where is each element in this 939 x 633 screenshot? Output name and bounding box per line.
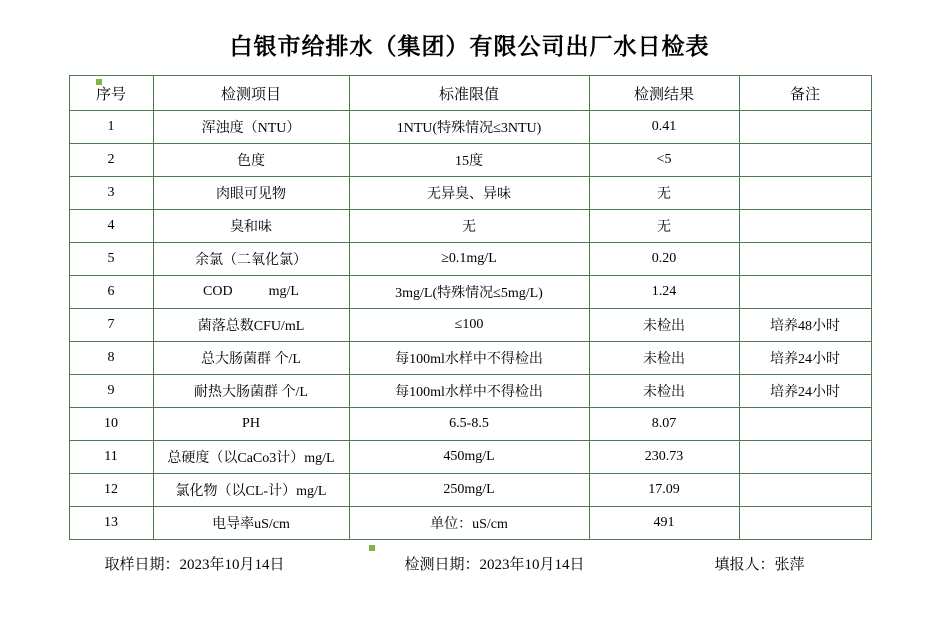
cell-result: 未检出 bbox=[589, 375, 739, 408]
cell-no: 9 bbox=[69, 375, 153, 408]
table-header-row bbox=[69, 76, 871, 111]
cell-limit: 每100ml水样中不得检出 bbox=[349, 375, 589, 408]
table-row bbox=[69, 144, 871, 177]
cell-no: 12 bbox=[69, 474, 153, 507]
cell-result: 无 bbox=[589, 210, 739, 243]
green-marker-bottom bbox=[369, 545, 375, 551]
cell-result: <5 bbox=[589, 144, 739, 177]
cell-limit: 6.5-8.5 bbox=[349, 408, 589, 441]
page-title: 白银市给排水（集团）有限公司出厂水日检表 bbox=[229, 34, 710, 59]
column-header-no: 序号 bbox=[69, 76, 153, 111]
cell-no: 4 bbox=[69, 210, 153, 243]
cell-item: 浑浊度（NTU） bbox=[153, 111, 349, 144]
cell-limit: 15度 bbox=[349, 144, 589, 177]
cell-limit: 无 bbox=[349, 210, 589, 243]
cell-remark bbox=[739, 111, 871, 144]
table-row bbox=[69, 342, 871, 375]
reporter-name: 填报人：张萍 bbox=[714, 557, 805, 573]
cell-remark bbox=[739, 276, 871, 309]
cell-no: 11 bbox=[69, 441, 153, 474]
cell-item: 色度 bbox=[153, 144, 349, 177]
cell-result: 未检出 bbox=[589, 309, 739, 342]
cell-remark bbox=[739, 408, 871, 441]
table-row bbox=[69, 177, 871, 210]
cell-item: 耐热大肠菌群 个/L bbox=[153, 375, 349, 408]
cell-item: 臭和味 bbox=[153, 210, 349, 243]
table-row bbox=[69, 408, 871, 441]
cell-item: 余氯（二氧化氯） bbox=[153, 243, 349, 276]
column-header-remark: 备注 bbox=[739, 76, 871, 111]
cell-no: 13 bbox=[69, 507, 153, 540]
table-row bbox=[69, 507, 871, 540]
cell-result: 未检出 bbox=[589, 342, 739, 375]
cell-no: 10 bbox=[69, 408, 153, 441]
cell-result: 无 bbox=[589, 177, 739, 210]
table-row bbox=[69, 309, 871, 342]
report-table-wrapper bbox=[69, 75, 871, 540]
column-header-result: 检测结果 bbox=[589, 76, 739, 111]
cell-remark: 培养24小时 bbox=[739, 375, 871, 408]
cell-result: 0.41 bbox=[589, 111, 739, 144]
cell-limit: 3mg/L(特殊情况≤5mg/L) bbox=[349, 276, 589, 309]
cell-result: 491 bbox=[589, 507, 739, 540]
cell-limit: 单位：uS/cm bbox=[349, 507, 589, 540]
cell-result: 17.09 bbox=[589, 474, 739, 507]
table-row bbox=[69, 474, 871, 507]
table-row bbox=[69, 111, 871, 144]
cell-result: 8.07 bbox=[589, 408, 739, 441]
cell-remark bbox=[739, 177, 871, 210]
table-row bbox=[69, 210, 871, 243]
cell-remark bbox=[739, 210, 871, 243]
column-header-item: 检测项目 bbox=[153, 76, 349, 111]
cell-remark bbox=[739, 144, 871, 177]
column-header-limit: 标准限值 bbox=[349, 76, 589, 111]
cell-item: 总硬度（以CaCo3计）mg/L bbox=[153, 441, 349, 474]
cell-item bbox=[153, 276, 349, 309]
table-row bbox=[69, 441, 871, 474]
cell-item: PH bbox=[153, 408, 349, 441]
cell-no: 2 bbox=[69, 144, 153, 177]
sampling-date: 取样日期：2023年10月14日 bbox=[104, 557, 285, 573]
cell-result: 230.73 bbox=[589, 441, 739, 474]
cell-limit: ≥0.1mg/L bbox=[349, 243, 589, 276]
cell-no: 7 bbox=[69, 309, 153, 342]
cell-remark bbox=[739, 243, 871, 276]
cell-result: 0.20 bbox=[589, 243, 739, 276]
table-row bbox=[69, 276, 871, 309]
green-marker-top-left bbox=[96, 79, 102, 85]
cell-no: 5 bbox=[69, 243, 153, 276]
cell-limit: 250mg/L bbox=[349, 474, 589, 507]
cell-item: 肉眼可见物 bbox=[153, 177, 349, 210]
cell-item: 电导率uS/cm bbox=[153, 507, 349, 540]
water-quality-table bbox=[69, 75, 872, 540]
cell-limit: 无异臭、异味 bbox=[349, 177, 589, 210]
cell-no: 6 bbox=[69, 276, 153, 309]
cell-remark: 培养48小时 bbox=[739, 309, 871, 342]
footer-row bbox=[69, 540, 871, 574]
table-row bbox=[69, 243, 871, 276]
cell-no: 3 bbox=[69, 177, 153, 210]
cell-remark: 培养24小时 bbox=[739, 342, 871, 375]
cell-item: 氯化物（以CL-计）mg/L bbox=[153, 474, 349, 507]
cell-item-unit: mg/L bbox=[268, 284, 299, 299]
cell-remark bbox=[739, 441, 871, 474]
cell-limit: ≤100 bbox=[349, 309, 589, 342]
cell-limit: 每100ml水样中不得检出 bbox=[349, 342, 589, 375]
cell-limit: 1NTU(特殊情况≤3NTU) bbox=[349, 111, 589, 144]
cell-remark bbox=[739, 507, 871, 540]
cell-item: 菌落总数CFU/mL bbox=[153, 309, 349, 342]
cell-limit: 450mg/L bbox=[349, 441, 589, 474]
cell-no: 1 bbox=[69, 111, 153, 144]
testing-date: 检测日期：2023年10月14日 bbox=[404, 557, 585, 573]
cell-item-name: COD bbox=[203, 284, 233, 299]
cell-result: 1.24 bbox=[589, 276, 739, 309]
cell-no: 8 bbox=[69, 342, 153, 375]
cell-item: 总大肠菌群 个/L bbox=[153, 342, 349, 375]
table-row bbox=[69, 375, 871, 408]
cell-remark bbox=[739, 474, 871, 507]
